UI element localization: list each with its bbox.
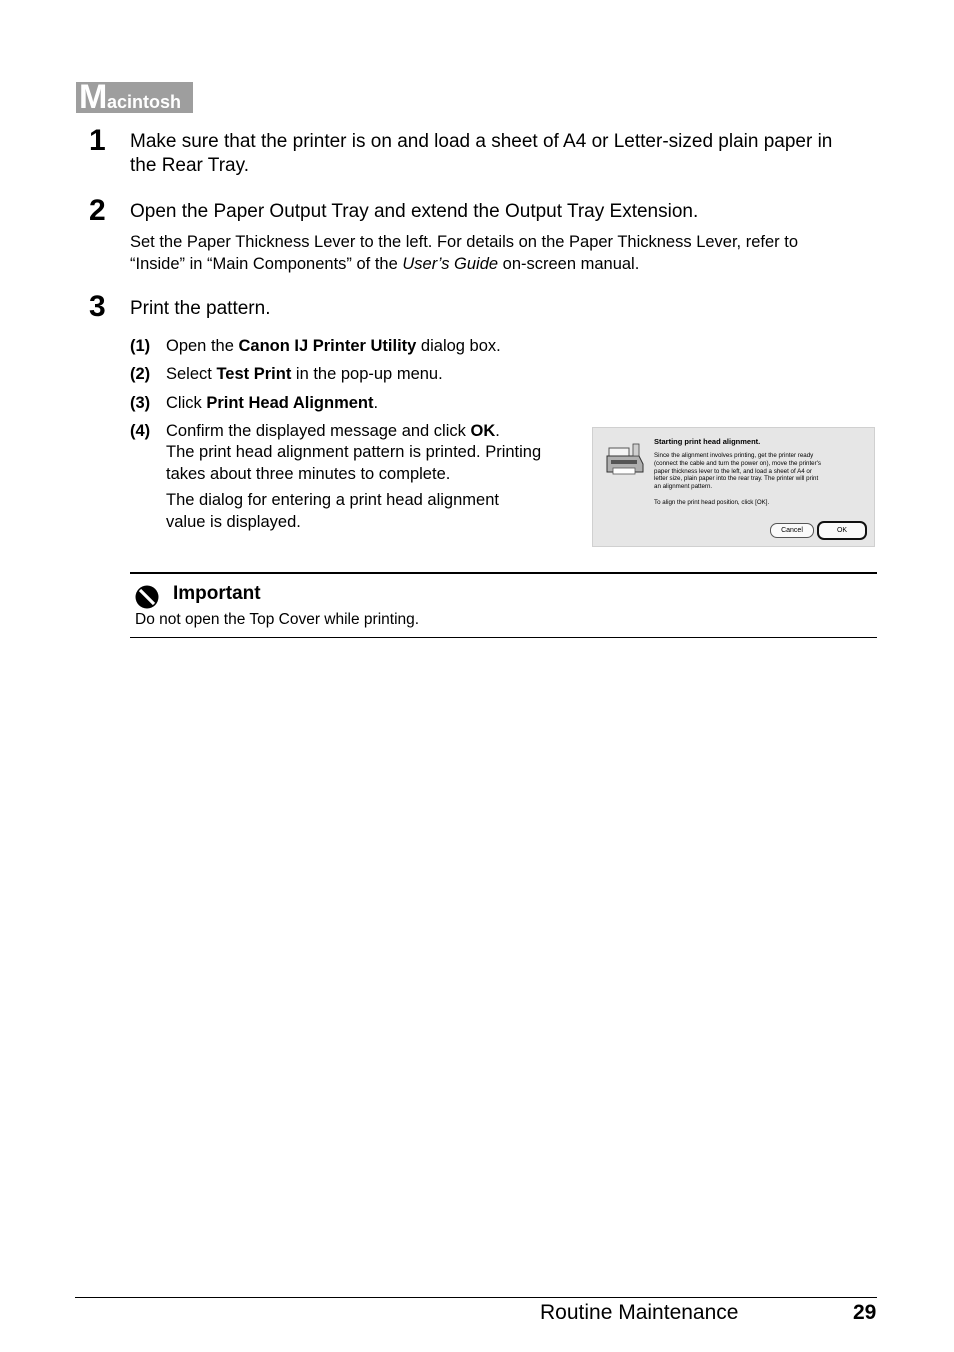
substep-text: Select (166, 365, 217, 383)
step-2-note-line1: Set the Paper Thickness Lever to the left. For details on the Paper Thickness Lever, refer to (130, 233, 799, 251)
substep-text: dialog box. (416, 337, 501, 355)
step-1-text-line1: Make sure that the printer is on and load a sheet of A4 or Letter-sized plain paper in (130, 131, 833, 152)
substep-4-detail-line4: value is displayed. (166, 513, 301, 531)
macintosh-badge-label: acintosh (107, 92, 182, 112)
page-number: 29 (853, 1301, 877, 1324)
note-line2-end: on-screen manual. (498, 255, 640, 273)
macintosh-badge-initial: M (79, 78, 108, 116)
step-3-text: Print the pattern. (130, 298, 271, 319)
ok-button[interactable]: OK (817, 521, 867, 540)
step-2-note-line2 (130, 253, 875, 275)
step-1-text-line2: the Rear Tray. (130, 155, 249, 176)
printer-icon (605, 442, 645, 478)
substep-4-detail-line2: takes about three minutes to complete. (166, 465, 451, 483)
footer-section-title: Routine Maintenance (540, 1301, 739, 1324)
step-2-text: Open the Paper Output Tray and extend the Output Tray Extension. (130, 201, 699, 222)
footer-rule (75, 1297, 877, 1298)
substep-emphasis: Print Head Alignment (206, 394, 374, 412)
dialog-body-line: an alignment pattern. (654, 483, 713, 491)
step-2-number: 2 (89, 194, 106, 227)
step-3-number: 3 (89, 290, 106, 323)
substep-emphasis: Canon IJ Printer Utility (238, 337, 417, 355)
substep-text: Click (166, 394, 207, 412)
note-line2-start: “Inside” in “Main Components” of the (130, 255, 403, 273)
substep-text: . (495, 422, 500, 440)
dialog-body-line: letter size, plain paper into the rear tray. The printer will print (654, 475, 819, 483)
substep-4-detail-line1: The print head alignment pattern is printed. Printing (166, 443, 542, 461)
substep-text: in the pop-up menu. (291, 365, 443, 383)
substep-number: (3) (130, 394, 151, 412)
cancel-button[interactable]: Cancel (770, 523, 814, 538)
important-title: Important (173, 583, 261, 604)
substep-text: Confirm the displayed message and click (166, 422, 471, 440)
substep-number: (2) (130, 365, 151, 383)
important-text: Do not open the Top Cover while printing. (135, 611, 420, 628)
substep-4-detail-line3: The dialog for entering a print head alignment (166, 491, 499, 509)
dialog-title: Starting print head alignment. (654, 437, 761, 446)
dialog-body (654, 452, 864, 491)
substep-emphasis: Test Print (216, 365, 292, 383)
prohibition-icon (135, 585, 159, 609)
substep-number: (1) (130, 337, 151, 355)
dialog-body-line: (connect the cable and turn the power on), move the printer's (654, 459, 821, 467)
substep-text: . (373, 394, 379, 412)
alignment-dialog-screenshot (592, 427, 875, 547)
substep-emphasis: OK (470, 422, 496, 440)
substep-text: Open the (166, 337, 239, 355)
macintosh-badge (76, 78, 193, 116)
dialog-body-line: paper thickness lever to the left, and load a sheet of A4 or (654, 467, 812, 475)
important-top-rule (130, 572, 877, 574)
substep-number: (4) (130, 422, 151, 440)
dialog-body-line: Since the alignment involves printing, get the printer ready (654, 452, 814, 459)
important-bottom-rule (130, 637, 877, 638)
step-1-number: 1 (89, 124, 106, 157)
users-guide-title: User’s Guide (402, 255, 499, 273)
dialog-prompt: To align the print head position, click [OK]. (654, 499, 770, 506)
